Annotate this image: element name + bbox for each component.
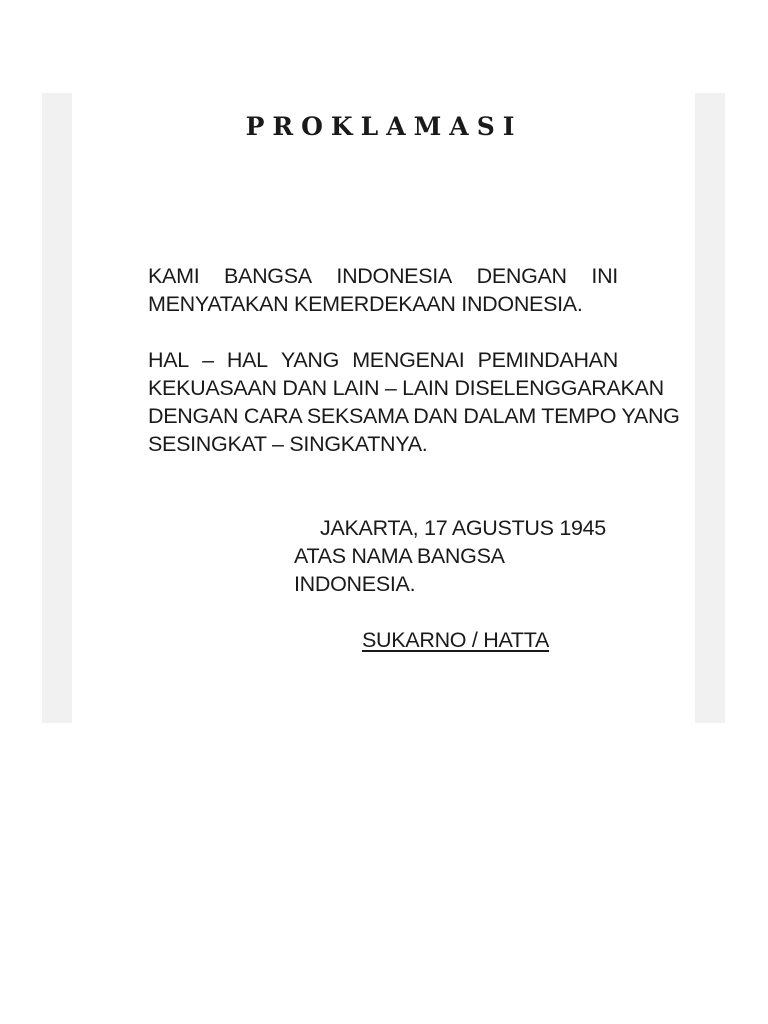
- word: HAL: [148, 348, 189, 372]
- paragraph-line: MENYATAKAN KEMERDEKAAN INDONESIA.: [148, 292, 583, 316]
- paragraph-transfer: [148, 346, 680, 458]
- word: INDONESIA: [336, 264, 452, 288]
- word: PEMINDAHAN: [477, 348, 618, 372]
- word: KAMI: [148, 264, 200, 288]
- document-title: PROKLAMASI: [245, 112, 523, 141]
- paragraph-declaration: [148, 262, 618, 318]
- paragraph-line: DENGAN CARA SEKSAMA DAN DALAM TEMPO YANG: [148, 404, 680, 428]
- word: MENGENAI: [352, 348, 465, 372]
- signatories: SUKARNO / HATTA: [362, 628, 550, 652]
- place-and-date: JAKARTA, 17 AGUSTUS 1945: [320, 516, 606, 540]
- word: INI: [591, 264, 618, 288]
- word: DENGAN: [476, 264, 567, 288]
- paragraph-line: SESINGKAT – SINGKATNYA.: [148, 432, 428, 456]
- word: –: [202, 348, 214, 372]
- signature-block: [294, 514, 614, 598]
- word: HAL: [226, 348, 268, 372]
- word: BANGSA: [223, 264, 312, 288]
- word: YANG: [280, 348, 340, 372]
- on-behalf-line: ATAS NAMA BANGSA INDONESIA.: [294, 544, 504, 596]
- paragraph-line: [148, 346, 618, 374]
- paragraph-line: [148, 262, 618, 290]
- paragraph-line: KEKUASAAN DAN LAIN – LAIN DISELENGGARAKAN: [148, 376, 664, 400]
